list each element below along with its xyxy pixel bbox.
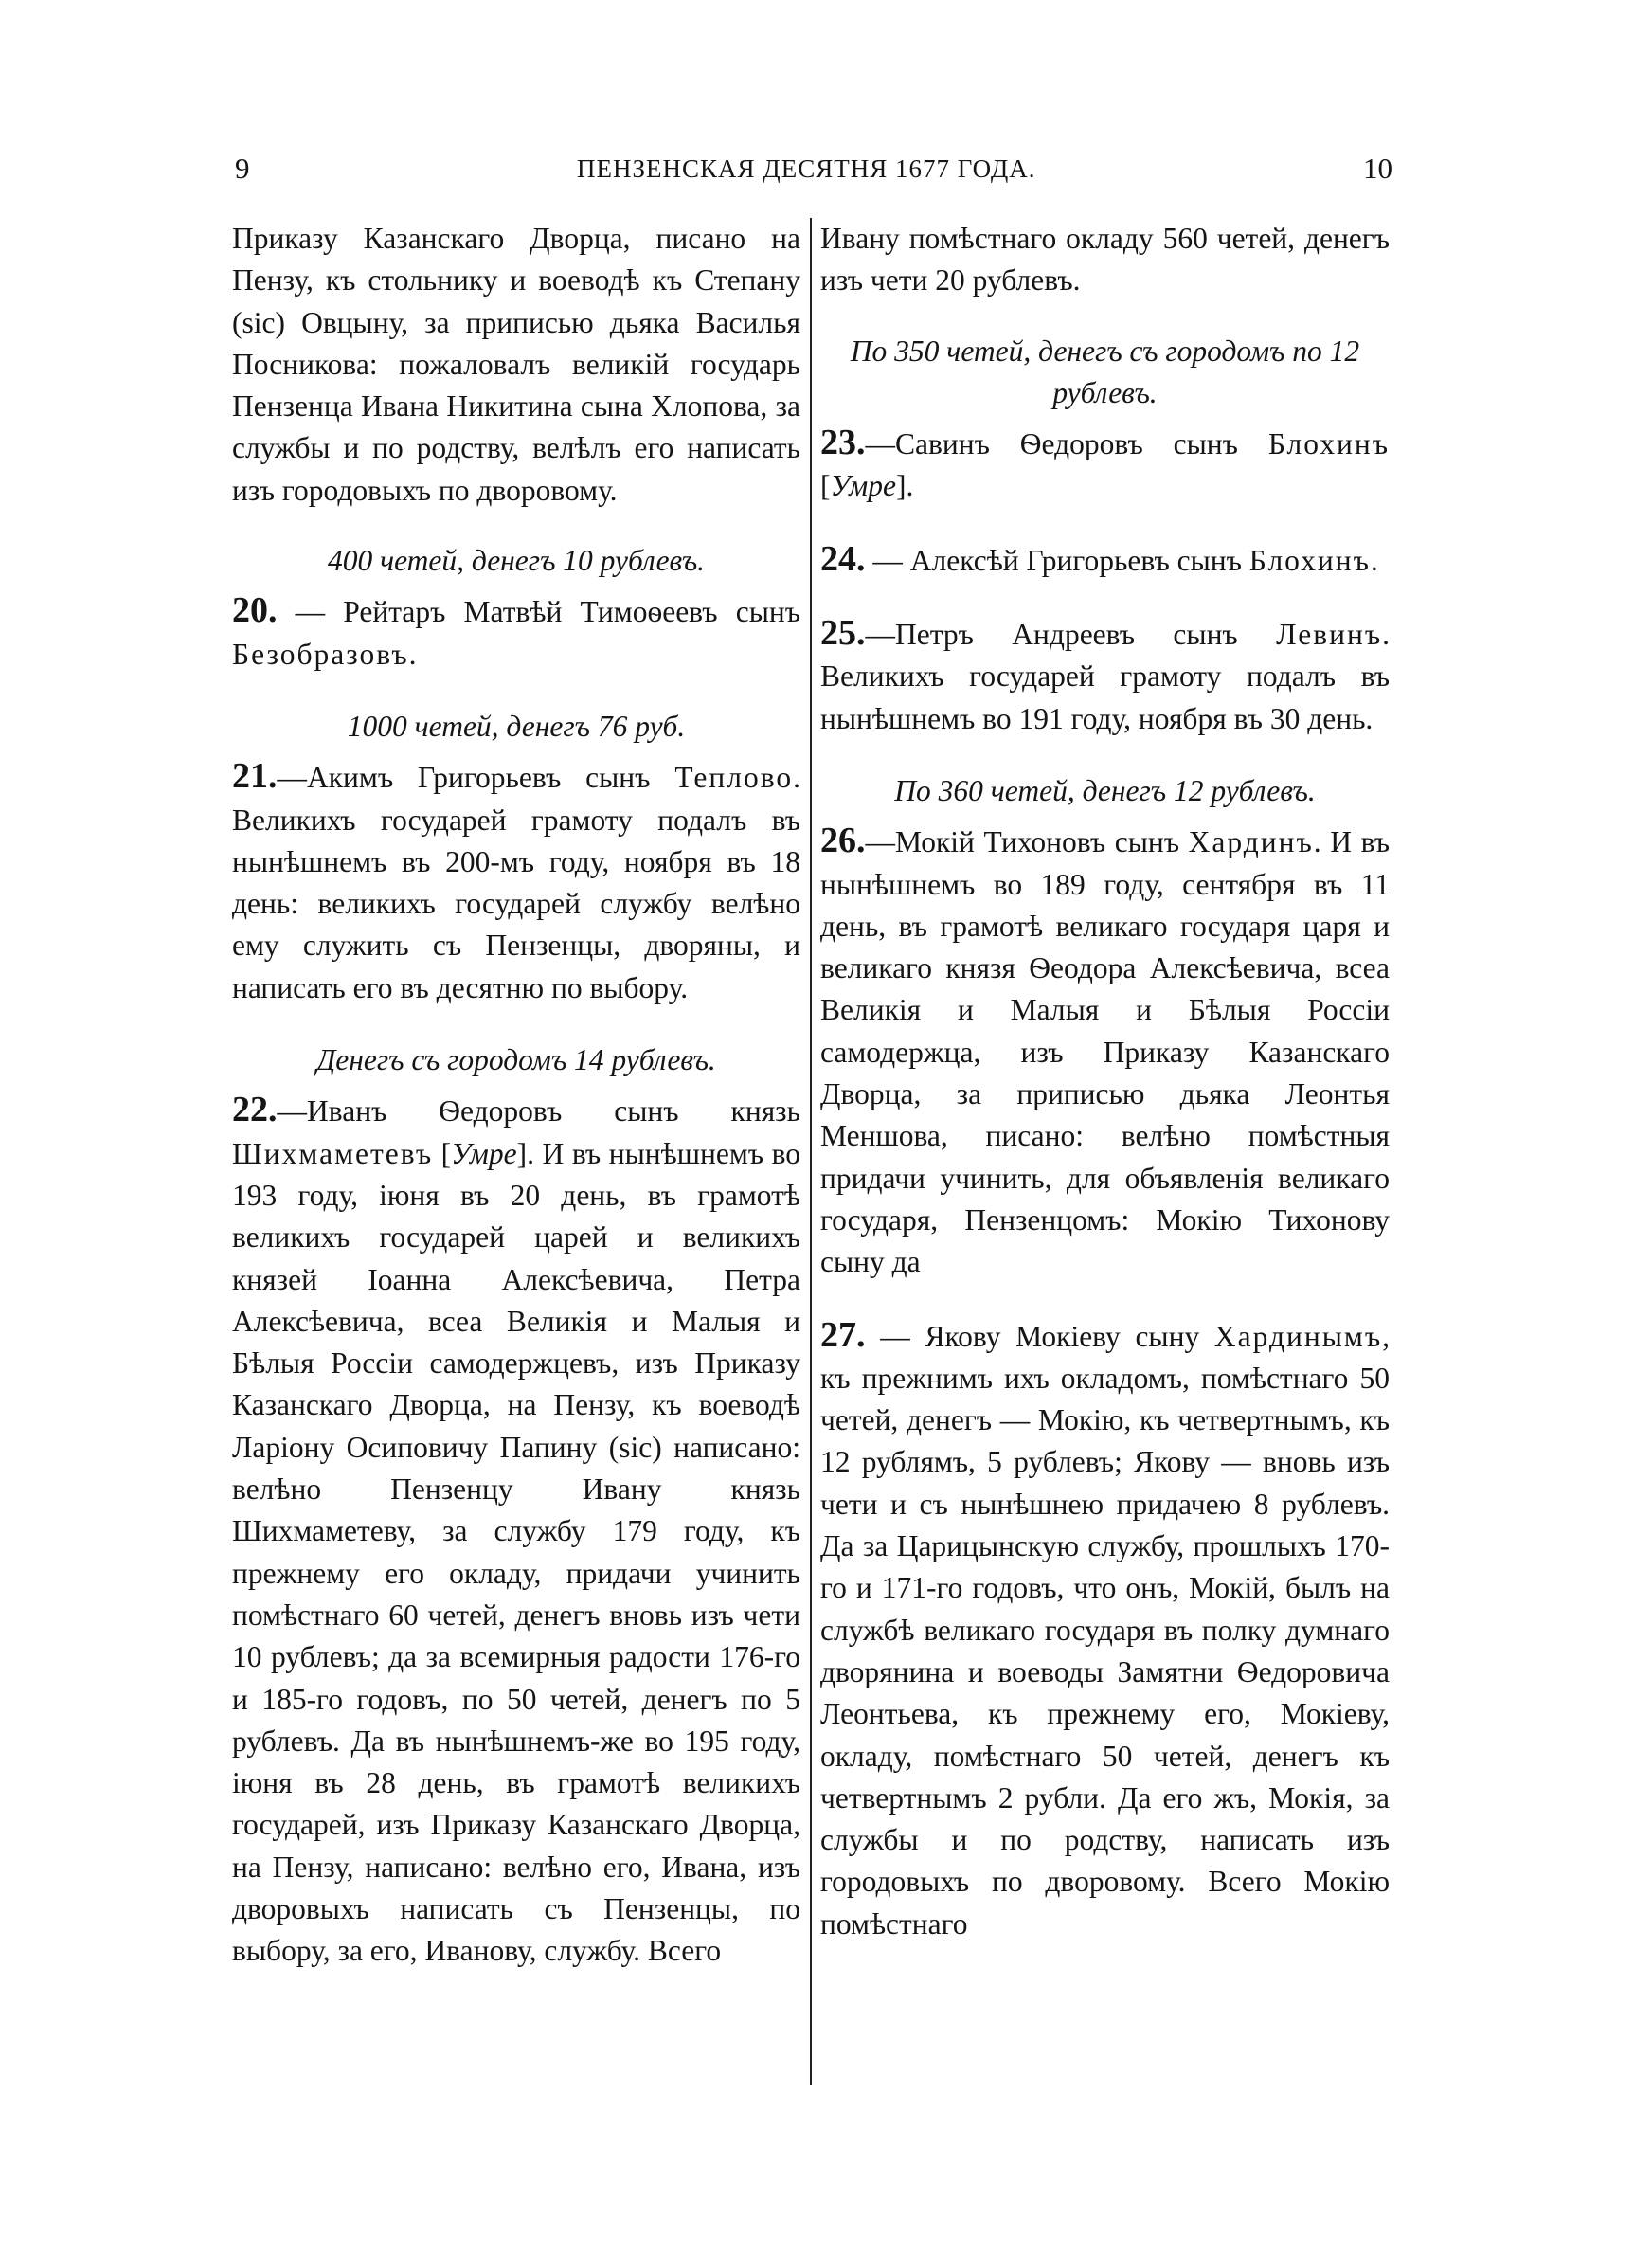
entry-surname: Теплово [674,761,794,795]
right-column [820,218,1390,1976]
continued-paragraph: Ивану помѣстнаго окладу 560 четей, денегъ изъ чети 20 рублевъ. [820,222,1390,298]
entry-26 [820,820,1390,1283]
running-title: ПЕНЗЕНСКАЯ ДЕСЯТНЯ 1677 ГОДА. [577,153,1036,183]
page-header [235,148,1392,190]
death-note: Умре [830,469,896,503]
left-page-number: 9 [235,152,250,185]
entry-text: . [906,469,914,503]
continued-paragraph: Приказу Казанскаго Дворца, писано на Пензу, къ стольнику и воеводѣ къ Степану (sic) Овцыну, за приписью дьяка Василья Посникова: пожаловалъ великій государь Пензенца Ивана Никитина сына Хлопова, за службы и по родству, велѣлъ его написать изъ городовыхъ по дворовому. [232,222,800,507]
bracket: [ [820,469,831,503]
entry-text: . Великихъ государей грамоту подалъ въ нынѣшнемъ во 191 году, ноября въ 30 день. [820,618,1390,735]
entry-text: . Великихъ государей грамоту подалъ въ нынѣшнемъ въ 200-мъ году, ноября въ 18 день: великихъ государей службу велѣно ему служить съ Пензенцы, дворяны, и написать его въ десятню по выбору. [232,761,800,1004]
entry-surname: Хардинъ [1188,825,1314,859]
entry-surname: Безобразовъ [232,637,409,671]
entry-number: 22. [232,1090,278,1130]
entry-text: . [408,637,417,671]
salary-heading: По 360 четей, денегъ 12 рублевъ. [894,773,1316,807]
entry-number: 21. [232,756,278,797]
column-divider [810,218,812,2085]
entry-surname: Хардинымъ [1213,1319,1383,1353]
entry-22 [232,1089,800,1972]
entry-surname: Шихмаметевъ [232,1136,434,1170]
entry-text: . [1370,543,1378,577]
entry-24 [820,538,1390,582]
bracket: [ [433,1136,452,1170]
entry-number: 25. [820,613,866,654]
salary-heading: По 350 четей, денегъ съ городомъ по 12 рублевъ. [850,334,1360,409]
entry-text: —Савинъ Ѳедоровъ сынъ [865,427,1268,461]
entry-21 [232,755,800,1009]
entry-number: 27. [820,1314,866,1355]
entry-text: , къ прежнимъ ихъ окладомъ, помѣстнаго 50 четей, денегъ — Мокію, къ четвертнымъ, къ 12 рублямъ, 5 рублевъ; Якову — вновь изъ чети и съ нынѣшнею придачею 8 рублевъ. Да за Царицынскую службу, прошлыхъ 170-го и 171-го годовъ, что онъ, Мокій, былъ на службѣ великаго государя въ полку думнаго дворянина и воеводы Замятни Ѳедоровича Леонтьева, къ прежнему его, Мокіеву, окладу, помѣстнаго 50 четей, денегъ къ четвертнымъ 2 рубли. Да его жъ, Мокія, за службы и по родству, написать изъ городовыхъ по дворовому. Всего Мокію помѣстнаго [820,1319,1390,1941]
entry-20 [232,589,800,676]
entry-surname: Блохинъ [1248,543,1371,577]
bracket: ] [895,469,907,503]
entry-number: 20. [232,590,278,631]
entry-text: — Рейтаръ Матвѣй Тимоѳеевъ сынъ [277,595,800,629]
bracket: ] [516,1136,528,1170]
salary-heading: 400 четей, денегъ 10 рублевъ. [327,544,706,578]
death-note: Умре [451,1136,517,1170]
entry-text: . И въ нынѣшнемъ во 189 году, сентября въ 11 день, въ грамотѣ великаго государя царя и великаго князя Ѳеодора Алексѣевича, всеа Великія и Малыя и Бѣлыя Россіи самодержца, изъ Приказу Казанскаго Дворца, за приписью дьяка Леонтья Меншова, писано: велѣно помѣстныя придачи учинить, для объявленія великаго государя, Пензенцомъ: Мокію Тихонову сыну да [820,825,1390,1279]
entry-number: 26. [820,821,866,861]
right-page-number: 10 [1363,152,1392,185]
entry-text: — Алексѣй Григорьевъ сынъ [865,543,1249,577]
left-column [232,218,800,2003]
entry-text: —Мокій Тихоновъ сынъ [865,825,1189,859]
entry-number: 24. [820,538,866,579]
entry-text: —Иванъ Ѳедоровъ сынъ князь [277,1094,800,1128]
entry-number: 23. [820,423,866,463]
entry-25 [820,612,1390,740]
entry-23 [820,422,1390,508]
salary-heading: Денегъ съ городомъ 14 рублевъ. [316,1043,716,1077]
salary-heading: 1000 четей, денегъ 76 руб. [347,709,686,743]
entry-text: — Якову Мокіеву сыну [865,1319,1214,1353]
entry-text: —Акимъ Григорьевъ сынъ [277,761,675,795]
entry-27 [820,1314,1390,1945]
entry-text: —Петръ Андреевъ сынъ [865,618,1277,652]
entry-text: . И въ нынѣшнемъ во 193 году, іюня въ 20 день, въ грамотѣ великихъ государей царей и великихъ князей Іоанна Алексѣевича, Петра Алексѣевича, всеа Великія и Малыя и Бѣлыя Россіи самодержцевъ, изъ Приказу Казанскаго Дворца, на Пензу, къ воеводѣ Ларіону Осиповичу Папину (sic) написано: велѣно Пензенцу Ивану князь Шихмаметеву, за службу 179 году, къ прежнему его окладу, придачи учинить помѣстнаго 60 четей, денегъ вновь изъ чети 10 рублевъ; да за всемирныя радости 176-го и 185-го годовъ, по 50 четей, денегъ по 5 рублевъ. Да въ нынѣшнемъ-же во 195 году, іюня въ 28 день, въ грамотѣ великихъ государей, изъ Приказу Казанскаго Дворца, на Пензу, написано: велѣно его, Ивана, изъ дворовыхъ написать съ Пензенцы, по выбору, за его, Иванову, службу. Всего [232,1136,800,1968]
entry-surname: Блохинъ [1267,427,1390,461]
entry-surname: Левинъ [1276,618,1383,652]
